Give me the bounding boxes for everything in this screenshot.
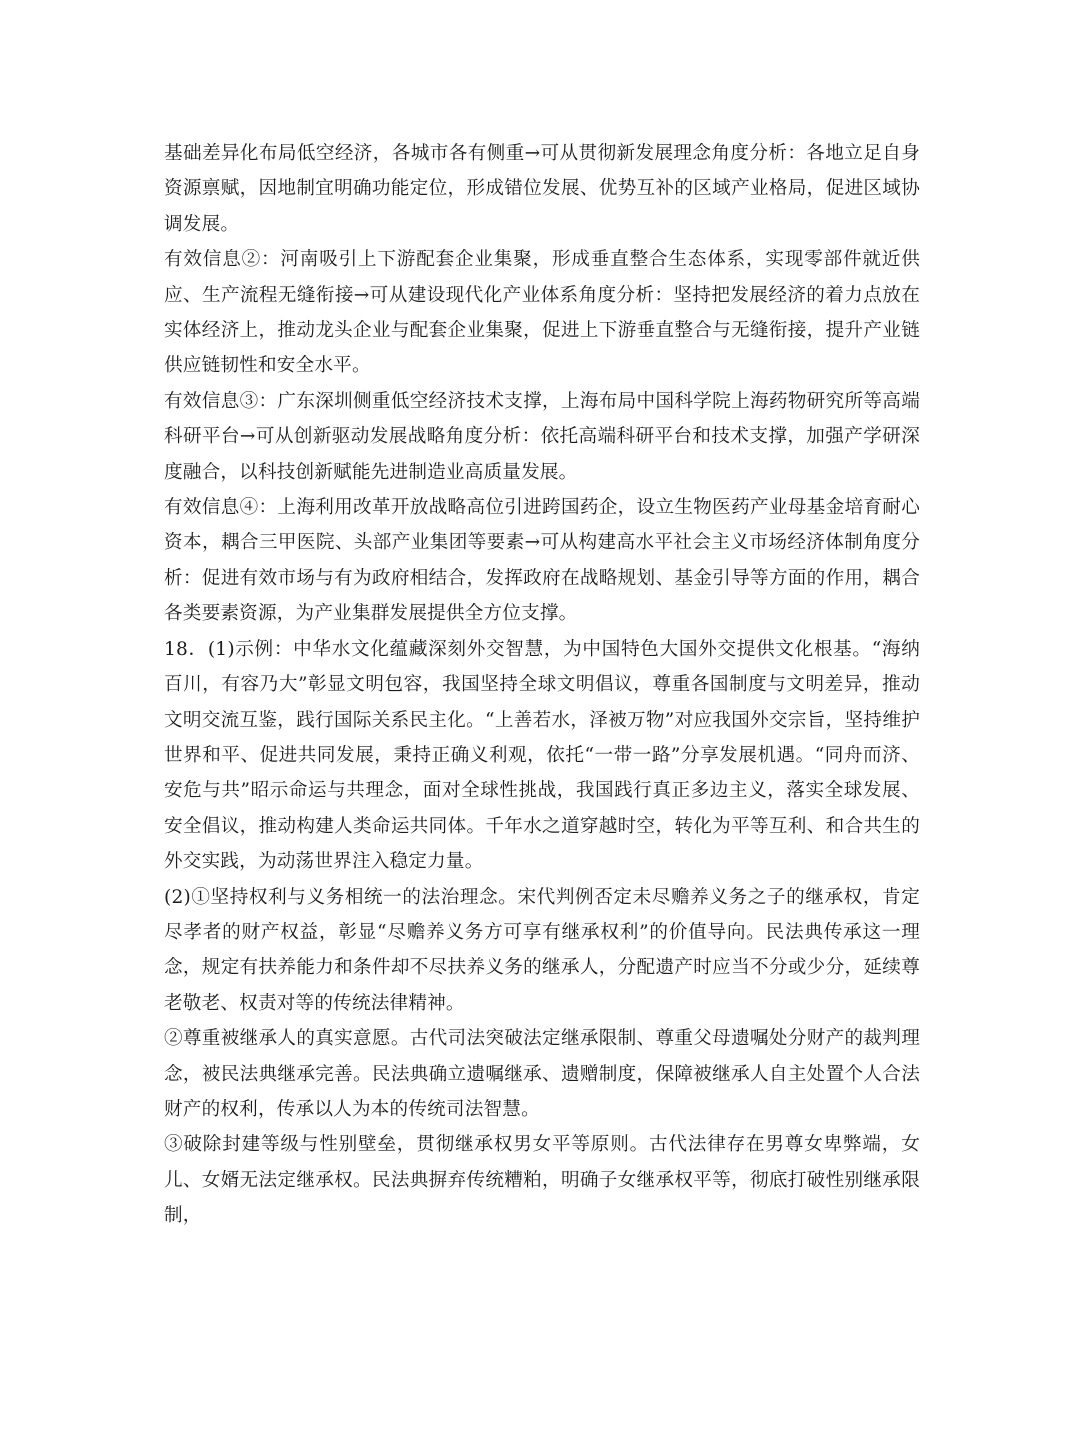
paragraph-q18-part2-point3: ③破除封建等级与性别壁垒，贯彻继承权男女平等原则。古代法律存在男尊女卑弊端，女儿、女婿无法定继承权。民法典摒弃传统糟粕，明确子女继承权平等，彻底打破性别继承限制， — [164, 1134, 920, 1227]
document-body — [164, 136, 920, 1234]
paragraph-q18-part2-point1: (2)①坚持权利与义务相统一的法治理念。宋代判例否定未尽赡养义务之子的继承权，肯定尽孝者的财产权益，彰显“尽赡养义务方可享有继承权利”的价值导向。民法典传承这一理念，规定有扶养能力和条件却不尽扶养义务的继承人，分配遗产时应当不分或少分，延续尊老敬老、权责对等的传统法律精神。 — [164, 886, 920, 1014]
paragraph-regional-layout: 基础差异化布局低空经济，各城市各有侧重→可从贯彻新发展理念角度分析：各地立足自身资源禀赋，因地制宜明确功能定位，形成错位发展、优势互补的区域产业格局，促进区域协调发展。 — [164, 143, 920, 235]
paragraph-info-4: 有效信息④：上海利用改革开放战略高位引进跨国药企，设立生物医药产业母基金培育耐心资本，耦合三甲医院、头部产业集团等要素→可从构建高水平社会主义市场经济体制角度分析：促进有效市场与有为政府相结合，发挥政府在战略规划、基金引导等方面的作用，耦合各类要素资源，为产业集群发展提供全方位支撑。 — [164, 497, 920, 625]
paragraph-info-2: 有效信息②：河南吸引上下游配套企业集聚，形成垂直整合生态体系，实现零部件就近供应、生产流程无缝衔接→可从建设现代化产业体系角度分析：坚持把发展经济的着力点放在实体经济上，推动龙头企业与配套企业集聚，促进上下游垂直整合与无缝衔接，提升产业链供应链韧性和安全水平。 — [164, 249, 920, 377]
paragraph-info-3: 有效信息③：广东深圳侧重低空经济技术支撑，上海布局中国科学院上海药物研究所等高端科研平台→可从创新驱动发展战略角度分析：依托高端科研平台和技术支撑，加强产学研深度融合，以科技创新赋能先进制造业高质量发展。 — [164, 390, 920, 483]
paragraph-q18-part2-point2: ②尊重被继承人的真实意愿。古代司法突破法定继承限制、尊重父母遗嘱处分财产的裁判理念，被民法典继承完善。民法典确立遗嘱继承、遗赠制度，保障被继承人自主处置个人合法财产的权利，传承以人为本的传统司法智慧。 — [164, 1028, 920, 1120]
paragraph-q18-part1: 18．(1)示例：中华水文化蕴藏深刻外交智慧，为中国特色大国外交提供文化根基。“海纳百川，有容乃大”彰显文明包容，我国坚持全球文明倡议，尊重各国制度与文明差异，推动文明交流互鉴，践行国际关系民主化。“上善若水，泽被万物”对应我国外交宗旨，坚持维护世界和平、促进共同发展，秉持正确义利观，依托“一带一路”分享发展机遇。“同舟而济、安危与共”昭示命运与共理念，面对全球性挑战，我国践行真正多边主义，落实全球发展、安全倡议，推动构建人类命运共同体。千年水之道穿越时空，转化为平等互利、和合共生的外交实践，为动荡世界注入稳定力量。 — [164, 638, 920, 873]
